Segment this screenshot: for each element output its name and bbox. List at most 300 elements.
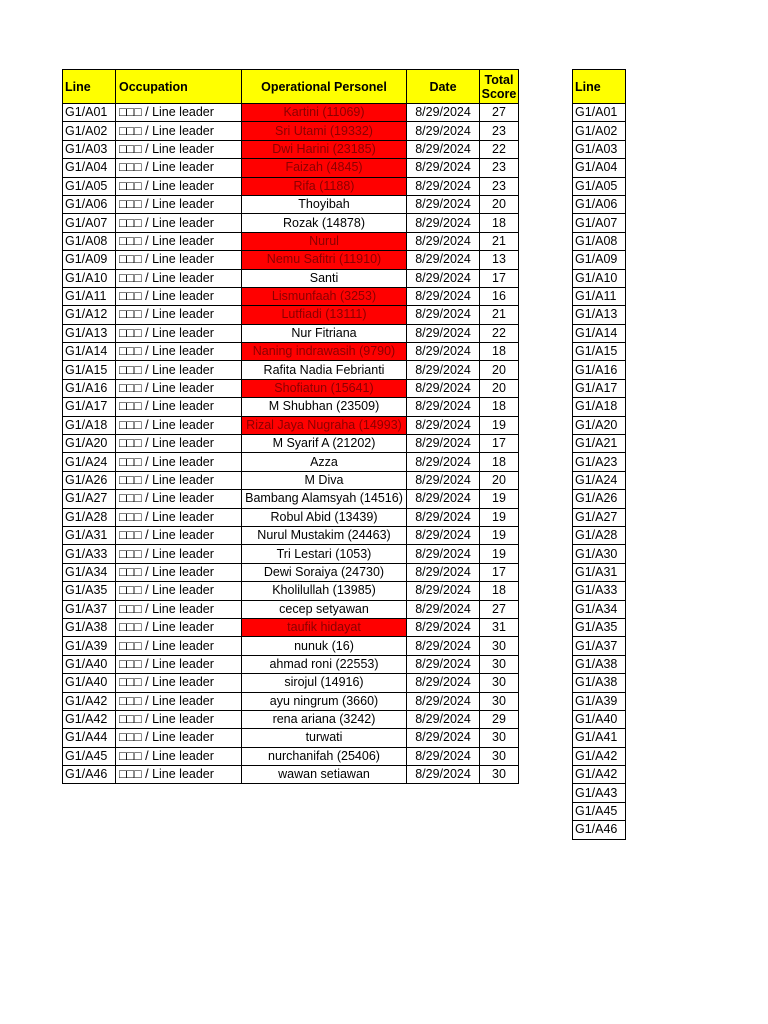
occupation-cell: □□□ / Line leader — [116, 490, 242, 508]
line-cell: G1/A08 — [63, 232, 116, 250]
score-cell: 19 — [480, 490, 519, 508]
side-line-cell: G1/A09 — [573, 251, 626, 269]
side-header-row — [573, 70, 626, 104]
table-row — [63, 582, 519, 600]
side-line-cell: G1/A35 — [573, 618, 626, 636]
occupation-cell: □□□ / Line leader — [116, 563, 242, 581]
score-cell: 30 — [480, 729, 519, 747]
personnel-cell: taufik hidayat — [242, 618, 407, 636]
score-cell: 17 — [480, 435, 519, 453]
side-table-row — [573, 343, 626, 361]
side-table-row — [573, 618, 626, 636]
line-cell: G1/A10 — [63, 269, 116, 287]
side-table-row — [573, 490, 626, 508]
side-table-row — [573, 747, 626, 765]
score-cell: 18 — [480, 398, 519, 416]
date-cell: 8/29/2024 — [407, 398, 480, 416]
personnel-cell: Lismunfaah (3253) — [242, 287, 407, 305]
table-row — [63, 637, 519, 655]
score-cell: 19 — [480, 545, 519, 563]
side-table-row — [573, 122, 626, 140]
table-row — [63, 214, 519, 232]
table-row — [63, 306, 519, 324]
date-cell: 8/29/2024 — [407, 159, 480, 177]
line-cell: G1/A27 — [63, 490, 116, 508]
table-row — [63, 490, 519, 508]
personnel-cell: Dewi Soraiya (24730) — [242, 563, 407, 581]
score-cell: 27 — [480, 600, 519, 618]
score-cell: 30 — [480, 637, 519, 655]
date-cell: 8/29/2024 — [407, 508, 480, 526]
side-line-cell: G1/A40 — [573, 710, 626, 728]
table-row — [63, 692, 519, 710]
table-row — [63, 195, 519, 213]
score-cell: 23 — [480, 122, 519, 140]
table-row — [63, 343, 519, 361]
personnel-cell: sirojul (14916) — [242, 674, 407, 692]
side-line-cell: G1/A14 — [573, 324, 626, 342]
side-table-row — [573, 214, 626, 232]
line-cell: G1/A14 — [63, 343, 116, 361]
score-cell: 16 — [480, 287, 519, 305]
date-cell: 8/29/2024 — [407, 287, 480, 305]
date-cell: 8/29/2024 — [407, 195, 480, 213]
side-line-cell: G1/A23 — [573, 453, 626, 471]
side-line-cell: G1/A34 — [573, 600, 626, 618]
occupation-cell: □□□ / Line leader — [116, 269, 242, 287]
table-row — [63, 618, 519, 636]
date-cell: 8/29/2024 — [407, 343, 480, 361]
header-total-score: Total Score — [480, 70, 519, 104]
header-occupation: Occupation — [116, 70, 242, 104]
line-cell: G1/A09 — [63, 251, 116, 269]
side-table-row — [573, 600, 626, 618]
personnel-cell: Santi — [242, 269, 407, 287]
table-row — [63, 159, 519, 177]
personnel-cell: cecep setyawan — [242, 600, 407, 618]
line-cell: G1/A13 — [63, 324, 116, 342]
occupation-cell: □□□ / Line leader — [116, 398, 242, 416]
side-line-cell: G1/A03 — [573, 140, 626, 158]
side-line-cell: G1/A11 — [573, 287, 626, 305]
line-cell: G1/A26 — [63, 471, 116, 489]
occupation-cell: □□□ / Line leader — [116, 159, 242, 177]
side-line-cell: G1/A04 — [573, 159, 626, 177]
occupation-cell: □□□ / Line leader — [116, 526, 242, 544]
date-cell: 8/29/2024 — [407, 600, 480, 618]
personnel-cell: Rifa (1188) — [242, 177, 407, 195]
side-line-cell: G1/A07 — [573, 214, 626, 232]
occupation-cell: □□□ / Line leader — [116, 471, 242, 489]
side-table-row — [573, 159, 626, 177]
date-cell: 8/29/2024 — [407, 582, 480, 600]
table-row — [63, 122, 519, 140]
side-table-row — [573, 784, 626, 802]
side-table-row — [573, 802, 626, 820]
side-line-cell: G1/A42 — [573, 766, 626, 784]
side-table-row — [573, 140, 626, 158]
table-row — [63, 140, 519, 158]
score-cell: 19 — [480, 508, 519, 526]
side-line-cell: G1/A45 — [573, 802, 626, 820]
occupation-cell: □□□ / Line leader — [116, 655, 242, 673]
side-line-cell: G1/A02 — [573, 122, 626, 140]
side-line-cell: G1/A21 — [573, 435, 626, 453]
score-cell: 30 — [480, 766, 519, 784]
line-cell: G1/A17 — [63, 398, 116, 416]
side-line-cell: G1/A38 — [573, 655, 626, 673]
date-cell: 8/29/2024 — [407, 306, 480, 324]
occupation-cell: □□□ / Line leader — [116, 104, 242, 122]
table-row — [63, 600, 519, 618]
side-table-row — [573, 674, 626, 692]
personnel-cell: Thoyibah — [242, 195, 407, 213]
date-cell: 8/29/2024 — [407, 232, 480, 250]
header-line: Line — [63, 70, 116, 104]
occupation-cell: □□□ / Line leader — [116, 361, 242, 379]
personnel-cell: turwati — [242, 729, 407, 747]
table-row — [63, 361, 519, 379]
side-table-row — [573, 287, 626, 305]
side-table-row — [573, 471, 626, 489]
occupation-cell: □□□ / Line leader — [116, 343, 242, 361]
line-cell: G1/A11 — [63, 287, 116, 305]
table-row — [63, 526, 519, 544]
score-cell: 30 — [480, 692, 519, 710]
side-line-cell: G1/A27 — [573, 508, 626, 526]
side-table-row — [573, 269, 626, 287]
personnel-cell: Kartini (11069) — [242, 104, 407, 122]
side-table-row — [573, 766, 626, 784]
score-cell: 20 — [480, 361, 519, 379]
line-cell: G1/A18 — [63, 416, 116, 434]
side-table-row — [573, 729, 626, 747]
line-cell: G1/A39 — [63, 637, 116, 655]
side-table-row — [573, 582, 626, 600]
side-line-cell: G1/A08 — [573, 232, 626, 250]
line-cell: G1/A06 — [63, 195, 116, 213]
date-cell: 8/29/2024 — [407, 416, 480, 434]
line-cell: G1/A07 — [63, 214, 116, 232]
date-cell: 8/29/2024 — [407, 361, 480, 379]
side-table-row — [573, 821, 626, 839]
date-cell: 8/29/2024 — [407, 692, 480, 710]
side-table-row — [573, 379, 626, 397]
side-table-row — [573, 306, 626, 324]
occupation-cell: □□□ / Line leader — [116, 251, 242, 269]
table-row — [63, 655, 519, 673]
side-line-cell: G1/A18 — [573, 398, 626, 416]
line-cell: G1/A16 — [63, 379, 116, 397]
date-cell: 8/29/2024 — [407, 545, 480, 563]
occupation-cell: □□□ / Line leader — [116, 766, 242, 784]
date-cell: 8/29/2024 — [407, 104, 480, 122]
side-table-row — [573, 435, 626, 453]
personnel-cell: M Diva — [242, 471, 407, 489]
table-row — [63, 508, 519, 526]
date-cell: 8/29/2024 — [407, 729, 480, 747]
personnel-cell: Kholilullah (13985) — [242, 582, 407, 600]
table-row — [63, 471, 519, 489]
line-cell: G1/A20 — [63, 435, 116, 453]
date-cell: 8/29/2024 — [407, 490, 480, 508]
personnel-cell: nunuk (16) — [242, 637, 407, 655]
score-cell: 18 — [480, 343, 519, 361]
date-cell: 8/29/2024 — [407, 637, 480, 655]
line-cell: G1/A04 — [63, 159, 116, 177]
score-cell: 29 — [480, 710, 519, 728]
line-cell: G1/A46 — [63, 766, 116, 784]
line-cell: G1/A28 — [63, 508, 116, 526]
score-cell: 20 — [480, 195, 519, 213]
score-cell: 17 — [480, 563, 519, 581]
personnel-cell: Nurul — [242, 232, 407, 250]
line-cell: G1/A33 — [63, 545, 116, 563]
score-cell: 20 — [480, 471, 519, 489]
side-line-cell: G1/A39 — [573, 692, 626, 710]
table-row — [63, 324, 519, 342]
side-table-row — [573, 545, 626, 563]
date-cell: 8/29/2024 — [407, 453, 480, 471]
table-row — [63, 435, 519, 453]
personnel-cell: Lutfiadi (13111) — [242, 306, 407, 324]
occupation-cell: □□□ / Line leader — [116, 214, 242, 232]
personnel-cell: Nur Fitriana — [242, 324, 407, 342]
table-row — [63, 563, 519, 581]
table-row — [63, 251, 519, 269]
score-cell: 22 — [480, 324, 519, 342]
side-line-cell: G1/A31 — [573, 563, 626, 581]
personnel-cell: ahmad roni (22553) — [242, 655, 407, 673]
table-row — [63, 416, 519, 434]
line-cell: G1/A40 — [63, 655, 116, 673]
occupation-cell: □□□ / Line leader — [116, 416, 242, 434]
table-row — [63, 545, 519, 563]
line-cell: G1/A44 — [63, 729, 116, 747]
occupation-cell: □□□ / Line leader — [116, 729, 242, 747]
side-line-cell: G1/A41 — [573, 729, 626, 747]
personnel-cell: ayu ningrum (3660) — [242, 692, 407, 710]
occupation-cell: □□□ / Line leader — [116, 306, 242, 324]
table-row — [63, 398, 519, 416]
date-cell: 8/29/2024 — [407, 435, 480, 453]
side-table-row — [573, 232, 626, 250]
score-cell: 21 — [480, 306, 519, 324]
line-list-table — [572, 69, 626, 840]
score-cell: 27 — [480, 104, 519, 122]
line-cell: G1/A12 — [63, 306, 116, 324]
occupation-cell: □□□ / Line leader — [116, 140, 242, 158]
personnel-cell: M Shubhan (23509) — [242, 398, 407, 416]
table-header-row — [63, 70, 519, 104]
side-table-row — [573, 526, 626, 544]
personnel-cell: Faizah (4845) — [242, 159, 407, 177]
line-cell: G1/A05 — [63, 177, 116, 195]
date-cell: 8/29/2024 — [407, 324, 480, 342]
side-table-row — [573, 104, 626, 122]
side-table-row — [573, 563, 626, 581]
line-cell: G1/A31 — [63, 526, 116, 544]
table-row — [63, 232, 519, 250]
personnel-cell: Naning indrawasih (9790) — [242, 343, 407, 361]
table-row — [63, 453, 519, 471]
side-line-cell: G1/A46 — [573, 821, 626, 839]
line-cell: G1/A42 — [63, 692, 116, 710]
table-row — [63, 177, 519, 195]
table-row — [63, 269, 519, 287]
score-cell: 19 — [480, 416, 519, 434]
occupation-cell: □□□ / Line leader — [116, 545, 242, 563]
line-cell: G1/A01 — [63, 104, 116, 122]
side-line-cell: G1/A30 — [573, 545, 626, 563]
personnel-cell: Rozak (14878) — [242, 214, 407, 232]
score-cell: 23 — [480, 177, 519, 195]
date-cell: 8/29/2024 — [407, 526, 480, 544]
personnel-cell: Shofiatun (15641) — [242, 379, 407, 397]
occupation-cell: □□□ / Line leader — [116, 674, 242, 692]
score-cell: 18 — [480, 453, 519, 471]
table-row — [63, 729, 519, 747]
occupation-cell: □□□ / Line leader — [116, 582, 242, 600]
table-row — [63, 379, 519, 397]
side-line-cell: G1/A13 — [573, 306, 626, 324]
occupation-cell: □□□ / Line leader — [116, 324, 242, 342]
personnel-cell: Rafita Nadia Febrianti — [242, 361, 407, 379]
table-row — [63, 104, 519, 122]
date-cell: 8/29/2024 — [407, 379, 480, 397]
side-line-cell: G1/A20 — [573, 416, 626, 434]
side-line-cell: G1/A33 — [573, 582, 626, 600]
side-table-row — [573, 195, 626, 213]
side-table-row — [573, 398, 626, 416]
personnel-cell: M Syarif A (21202) — [242, 435, 407, 453]
side-table-row — [573, 177, 626, 195]
line-cell: G1/A02 — [63, 122, 116, 140]
occupation-cell: □□□ / Line leader — [116, 508, 242, 526]
score-cell: 30 — [480, 655, 519, 673]
side-line-cell: G1/A16 — [573, 361, 626, 379]
occupation-cell: □□□ / Line leader — [116, 600, 242, 618]
table-row — [63, 766, 519, 784]
side-line-cell: G1/A06 — [573, 195, 626, 213]
line-cell: G1/A42 — [63, 710, 116, 728]
personnel-cell: Robul Abid (13439) — [242, 508, 407, 526]
side-header-line: Line — [573, 70, 626, 104]
date-cell: 8/29/2024 — [407, 618, 480, 636]
line-cell: G1/A40 — [63, 674, 116, 692]
table-row — [63, 287, 519, 305]
date-cell: 8/29/2024 — [407, 471, 480, 489]
score-cell: 30 — [480, 747, 519, 765]
side-table-row — [573, 655, 626, 673]
occupation-cell: □□□ / Line leader — [116, 177, 242, 195]
score-cell: 17 — [480, 269, 519, 287]
line-cell: G1/A45 — [63, 747, 116, 765]
score-cell: 23 — [480, 159, 519, 177]
side-line-cell: G1/A37 — [573, 637, 626, 655]
date-cell: 8/29/2024 — [407, 655, 480, 673]
date-cell: 8/29/2024 — [407, 674, 480, 692]
personnel-cell: Nurul Mustakim (24463) — [242, 526, 407, 544]
occupation-cell: □□□ / Line leader — [116, 379, 242, 397]
side-line-cell: G1/A15 — [573, 343, 626, 361]
score-cell: 19 — [480, 526, 519, 544]
side-table-row — [573, 710, 626, 728]
side-line-cell: G1/A05 — [573, 177, 626, 195]
side-line-cell: G1/A42 — [573, 747, 626, 765]
personnel-score-table — [62, 69, 519, 784]
date-cell: 8/29/2024 — [407, 269, 480, 287]
table-row — [63, 674, 519, 692]
occupation-cell: □□□ / Line leader — [116, 692, 242, 710]
personnel-cell: Azza — [242, 453, 407, 471]
line-cell: G1/A03 — [63, 140, 116, 158]
side-line-cell: G1/A38 — [573, 674, 626, 692]
side-line-cell: G1/A01 — [573, 104, 626, 122]
date-cell: 8/29/2024 — [407, 251, 480, 269]
occupation-cell: □□□ / Line leader — [116, 122, 242, 140]
occupation-cell: □□□ / Line leader — [116, 195, 242, 213]
score-cell: 21 — [480, 232, 519, 250]
personnel-cell: Tri Lestari (1053) — [242, 545, 407, 563]
side-table-row — [573, 324, 626, 342]
occupation-cell: □□□ / Line leader — [116, 453, 242, 471]
side-line-cell: G1/A17 — [573, 379, 626, 397]
personnel-cell: wawan setiawan — [242, 766, 407, 784]
side-line-cell: G1/A26 — [573, 490, 626, 508]
score-cell: 13 — [480, 251, 519, 269]
personnel-cell: Rizal Jaya Nugraha (14993) — [242, 416, 407, 434]
line-cell: G1/A38 — [63, 618, 116, 636]
line-cell: G1/A35 — [63, 582, 116, 600]
date-cell: 8/29/2024 — [407, 214, 480, 232]
side-line-cell: G1/A43 — [573, 784, 626, 802]
line-cell: G1/A34 — [63, 563, 116, 581]
date-cell: 8/29/2024 — [407, 747, 480, 765]
date-cell: 8/29/2024 — [407, 710, 480, 728]
date-cell: 8/29/2024 — [407, 563, 480, 581]
personnel-cell: Dwi Harini (23185) — [242, 140, 407, 158]
side-line-cell: G1/A24 — [573, 471, 626, 489]
side-table-row — [573, 692, 626, 710]
header-date: Date — [407, 70, 480, 104]
score-cell: 20 — [480, 379, 519, 397]
side-table-row — [573, 453, 626, 471]
occupation-cell: □□□ / Line leader — [116, 710, 242, 728]
side-table-row — [573, 361, 626, 379]
side-table-row — [573, 416, 626, 434]
personnel-cell: Bambang Alamsyah (14516) — [242, 490, 407, 508]
personnel-cell: rena ariana (3242) — [242, 710, 407, 728]
occupation-cell: □□□ / Line leader — [116, 618, 242, 636]
score-cell: 18 — [480, 582, 519, 600]
date-cell: 8/29/2024 — [407, 140, 480, 158]
table-row — [63, 710, 519, 728]
header-operational-personel: Operational Personel — [242, 70, 407, 104]
line-cell: G1/A15 — [63, 361, 116, 379]
personnel-cell: Sri Utami (19332) — [242, 122, 407, 140]
personnel-cell: nurchanifah (25406) — [242, 747, 407, 765]
date-cell: 8/29/2024 — [407, 122, 480, 140]
occupation-cell: □□□ / Line leader — [116, 287, 242, 305]
line-cell: G1/A37 — [63, 600, 116, 618]
occupation-cell: □□□ / Line leader — [116, 637, 242, 655]
side-line-cell: G1/A10 — [573, 269, 626, 287]
occupation-cell: □□□ / Line leader — [116, 747, 242, 765]
side-table-row — [573, 251, 626, 269]
personnel-cell: Nemu Safitri (11910) — [242, 251, 407, 269]
score-cell: 22 — [480, 140, 519, 158]
